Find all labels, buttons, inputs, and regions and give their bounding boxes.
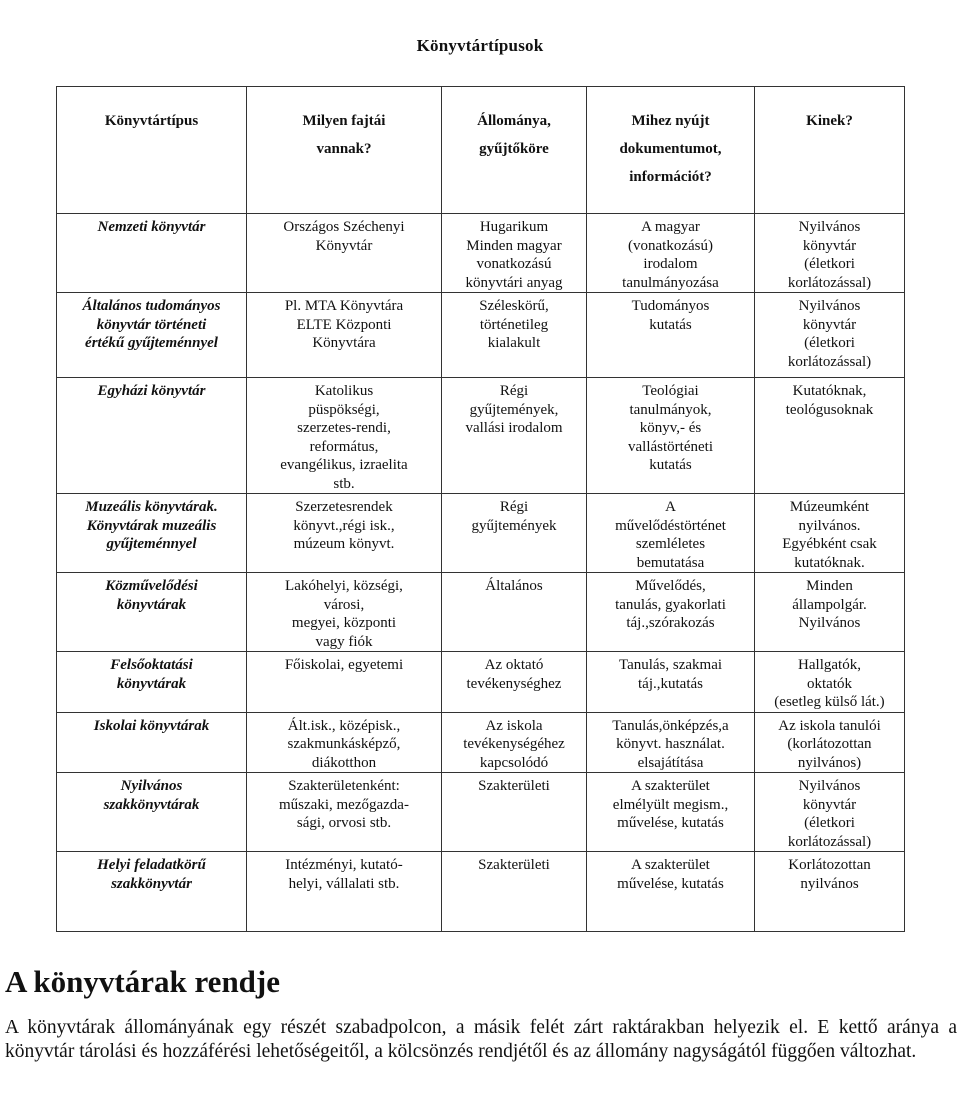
cell-provides: Teológiai tanulmányok, könyv,- és vallástörténeti kutatás [587,378,755,494]
cell-for-whom: Nyilvános könyvtár (életkori korlátozással) [755,293,905,378]
header-for-whom: Kinek? [755,87,905,214]
cell-collection: Az oktató tevékenységhez [442,652,587,713]
cell-for-whom: Az iskola tanulói (korlátozottan nyilvános) [755,712,905,773]
cell-kinds: Országos Széchenyi Könyvtár [247,214,442,293]
header-provides: Mihez nyújt dokumentumot, információt? [587,87,755,214]
header-library-type: Könyvtártípus [57,87,247,214]
cell-library-type: Közművelődési könyvtárak [57,573,247,652]
library-types-table [56,86,905,932]
table-row [57,378,905,494]
table-row [57,494,905,573]
cell-for-whom: Minden állampolgár. Nyilvános [755,573,905,652]
cell-kinds: Lakóhelyi, községi, városi, megyei, központi vagy fiók [247,573,442,652]
cell-collection: Régi gyűjtemények, vallási irodalom [442,378,587,494]
cell-kinds: Szerzetesrendek könyvt.,régi isk., múzeum könyvt. [247,494,442,573]
header-collection: Állománya, gyűjtőköre [442,87,587,214]
cell-library-type: Iskolai könyvtárak [57,712,247,773]
table-row [57,712,905,773]
cell-collection: Szakterületi [442,852,587,932]
cell-provides: A szakterület művelése, kutatás [587,852,755,932]
cell-for-whom: Múzeumként nyilvános. Egyébként csak kutatóknak. [755,494,905,573]
cell-kinds: Intézményi, kutató- helyi, vállalati stb. [247,852,442,932]
cell-kinds: Főiskolai, egyetemi [247,652,442,713]
cell-collection: Hugarikum Minden magyar vonatkozású könyvtári anyag [442,214,587,293]
cell-collection: Szakterületi [442,773,587,852]
cell-collection: Széleskörű, történetileg kialakult [442,293,587,378]
table-row [57,573,905,652]
section-heading: A könyvtárak rendje [5,964,281,999]
cell-kinds: Katolikus püspökségi, szerzetes-rendi, református, evangélikus, izraelita stb. [247,378,442,494]
table-row [57,214,905,293]
table-row [57,652,905,713]
cell-provides: Tanulás, szakmai táj.,kutatás [587,652,755,713]
cell-library-type: Muzeális könyvtárak. Könyvtárak muzeális gyűjteménnyel [57,494,247,573]
table-row [57,773,905,852]
cell-for-whom: Nyilvános könyvtár (életkori korlátozással) [755,214,905,293]
section-paragraph: A könyvtárak állományának egy részét szabadpolcon, a másik felét zárt raktárakban helyezik el. E kettő aránya a könyvtár tárolási és hozzáférési lehetőségeitől, a kölcsönzés rendjétől és az állomány nagyságától függően változhat. [5,1017,957,1062]
cell-library-type: Nemzeti könyvtár [57,214,247,293]
cell-provides: A magyar (vonatkozású) irodalom tanulmányozása [587,214,755,293]
cell-provides: Tudományos kutatás [587,293,755,378]
cell-kinds: Ált.isk., középisk., szakmunkásképző, diákotthon [247,712,442,773]
cell-for-whom: Hallgatók, oktatók (esetleg külső lát.) [755,652,905,713]
cell-library-type: Nyilvános szakkönyvtárak [57,773,247,852]
cell-kinds: Pl. MTA Könyvtára ELTE Központi Könyvtára [247,293,442,378]
cell-library-type: Általános tudományos könyvtár történeti értékű gyűjteménnyel [57,293,247,378]
header-kinds: Milyen fajtái vannak? [247,87,442,214]
table-row [57,852,905,932]
cell-provides: A szakterület elmélyült megism., művelése, kutatás [587,773,755,852]
cell-collection: Régi gyűjtemények [442,494,587,573]
cell-provides: A művelődéstörténet szemléletes bemutatása [587,494,755,573]
cell-provides: Művelődés, tanulás, gyakorlati táj.,szórakozás [587,573,755,652]
table-header-row [57,87,905,214]
cell-library-type: Helyi feladatkörű szakkönyvtár [57,852,247,932]
cell-provides: Tanulás,önképzés,a könyvt. használat. elsajátítása [587,712,755,773]
cell-for-whom: Korlátozottan nyilvános [755,852,905,932]
cell-for-whom: Kutatóknak, teológusoknak [755,378,905,494]
figure-title: Könyvtártípusok [416,36,544,55]
cell-for-whom: Nyilvános könyvtár (életkori korlátozással) [755,773,905,852]
cell-library-type: Felsőoktatási könyvtárak [57,652,247,713]
cell-library-type: Egyházi könyvtár [57,378,247,494]
cell-collection: Általános [442,573,587,652]
table-row [57,293,905,378]
cell-collection: Az iskola tevékenységéhez kapcsolódó [442,712,587,773]
cell-kinds: Szakterületenként: műszaki, mezőgazda- sági, orvosi stb. [247,773,442,852]
